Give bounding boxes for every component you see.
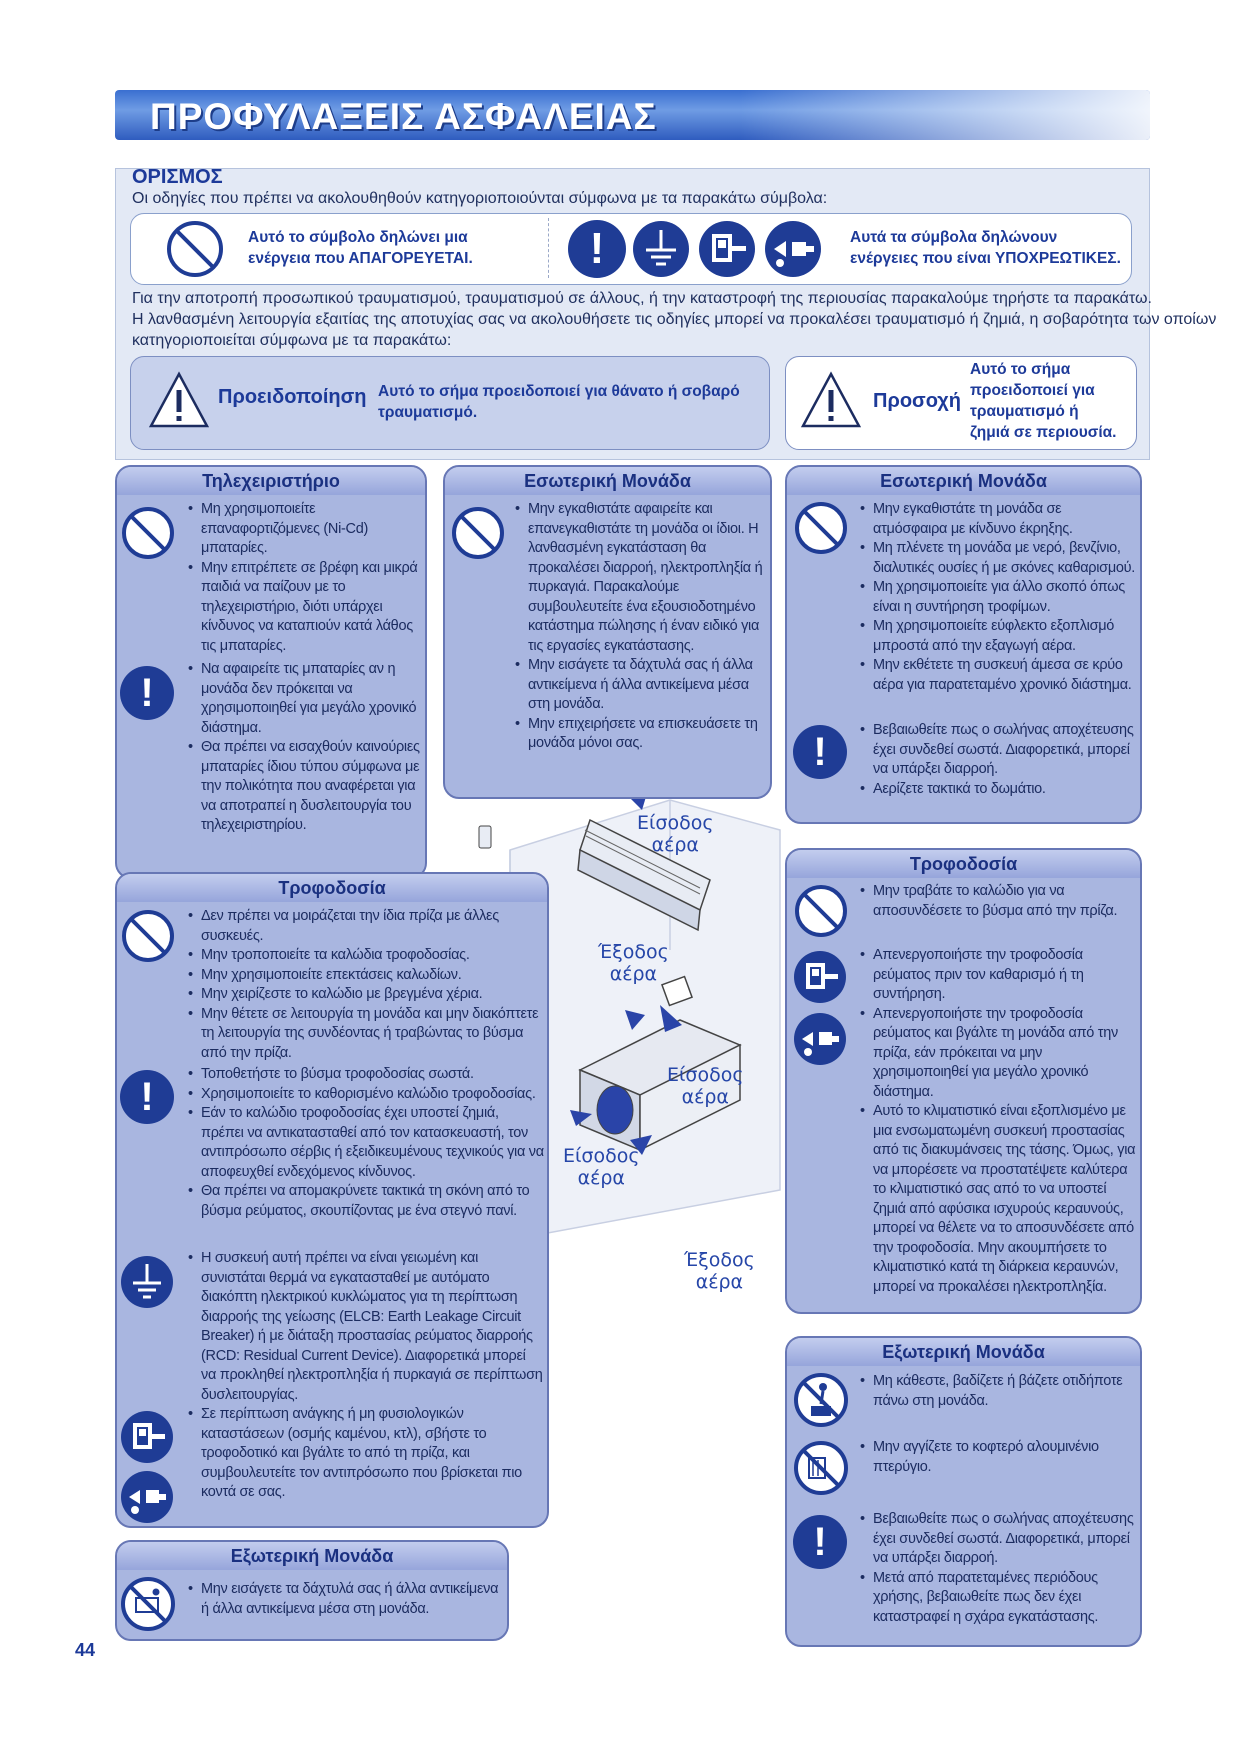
indoor-right-title: Εσωτερική Μονάδα bbox=[787, 467, 1140, 495]
mandatory-description bbox=[850, 227, 1121, 269]
list-item: • Θα πρέπει να εισαχθούν καινούριες μπαταρίες ίδιου τύπου σύμφωνα με την πολικότητα που αναφέρεται για να αποτραπεί η δυσλειτουργία του τηλεχειριστηρίου. bbox=[188, 738, 420, 836]
caution-triangle-icon bbox=[800, 370, 862, 430]
inlet1-line1: Είσοδος bbox=[637, 812, 714, 834]
power-left-unplug-list bbox=[188, 1405, 544, 1503]
prohibited-icon bbox=[120, 908, 176, 964]
list-item: • Μην εισάγετε τα δάχτυλά σας ή άλλα αντικείμενα ή άλλα αντικείμενα μέσα στη μονάδα. bbox=[515, 656, 765, 715]
air-outlet-label-2 bbox=[684, 1249, 755, 1293]
legend-divider bbox=[548, 218, 549, 278]
list-item: • Μην εγκαθιστάτε τη μονάδα σε ατμόσφαιρα με κίνδυνο έκρηξης. bbox=[860, 500, 1138, 539]
list-item: • Μην αγγίζετε το κοφτερό αλουμινένιο πτερύγιο. bbox=[860, 1438, 1138, 1477]
list-item: • Σε περίπτωση ανάγκης ή μη φυσιολογικών καταστάσεων (οσμής καμένου, κτλ), σβήστε το τροφοδοτικό και βγάλτε το από τη πρίζα, και συμβουλευτείτε τον αντιπρόσωπο που βρίσκεται πιο κοντά σε σας. bbox=[188, 1405, 544, 1503]
power-left-mandatory-list bbox=[188, 1065, 544, 1221]
list-item: • Μην επιχειρήσετε να επισκευάσετε τη μονάδα μόνοι σας. bbox=[515, 715, 765, 754]
list-item: • Να αφαιρείτε τις μπαταρίες αν η μονάδα δεν πρόκειται να χρησιμοποιηθεί για μεγάλο χρονικό διάστημα. bbox=[188, 660, 420, 738]
mandatory-line2: ενέργειες που είναι ΥΠΟΧΡΕΩΤΙΚΕΣ. bbox=[850, 250, 1121, 267]
switch-off-icon bbox=[120, 1410, 174, 1464]
inlet2-line2: αέρα bbox=[681, 1086, 729, 1108]
list-item: • Μην εγκαθιστάτε αφαιρείτε και επανεγκαθιστάτε τη μονάδα οι ίδιοι. Η λανθασμένη εγκατάσταση θα προκαλέσει διαρροή, ηλεκτροπληξία ή πυρκαγιά. Παρακαλούμε συμβουλευτείτε ένα εξουσιοδοτημένο κατάστημα πώλησης ή έναν ειδικό για τις εργασίες εγκατάστασης. bbox=[515, 500, 765, 656]
list-item: • Απενεργοποιήστε την τροφοδοσία ρεύματος πριν τον καθαρισμό ή τη συντήρηση. bbox=[860, 946, 1138, 1005]
mandatory-icon: ! bbox=[793, 725, 847, 779]
indoor-right-prohibited-list bbox=[860, 500, 1138, 695]
list-item: • Μην εισάγετε τα δάχτυλά σας ή άλλα αντικείμενα ή άλλα αντικείμενα μέσα στη μονάδα. bbox=[188, 1580, 504, 1619]
prohibited-icon bbox=[793, 883, 849, 939]
indoor-right-mandatory-list bbox=[860, 721, 1138, 799]
list-item: • Μην τροποποιείτε τα καλώδια τροφοδοσίας. bbox=[188, 946, 544, 966]
power-left-title: Τροφοδοσία bbox=[117, 874, 547, 902]
caution-title: Προσοχή bbox=[873, 390, 961, 412]
no-touch-fin-icon bbox=[793, 1440, 849, 1496]
caution-text-line4: ζημιά σε περιουσία. bbox=[970, 424, 1117, 441]
list-item: • Τοποθετήστε το βύσμα τροφοδοσίας σωστά. bbox=[188, 1065, 544, 1085]
definition-heading: ΟΡΙΣΜΟΣ bbox=[132, 166, 223, 188]
unplug-icon bbox=[793, 1012, 847, 1066]
inlet3-line1: Είσοδος bbox=[563, 1145, 640, 1167]
definition-para2: Η λανθασμένη λειτουργία εξαιτίας της αποτυχίας σας να ακολουθήσετε τις οδηγίες μπορεί να προκαλέσει τραυματισμό ή ζημιά, η σοβαρότητα των οποίων bbox=[132, 311, 1217, 328]
list-item: • Μην θέτετε σε λειτουργία τη μονάδα και μην διακόπτετε τη λειτουργία της συνδέοντας ή τραβώντας το βύσμα από την πρίζα. bbox=[188, 1005, 544, 1064]
mandatory-icon: ! bbox=[120, 1070, 174, 1124]
outlet2-line1: Έξοδος bbox=[684, 1249, 755, 1271]
list-item: • Μην επιτρέπετε σε βρέφη και μικρά παιδιά να παίζουν με το τηλεχειριστήριο, διότι υπάρχει κίνδυνος να καταπιούν κατά λάθος τις μπαταρίες. bbox=[188, 559, 420, 657]
prohibited-line2: ενέργεια που ΑΠΑΓΟΡΕΥΕΤΑΙ. bbox=[248, 250, 473, 267]
warning-triangle-icon bbox=[148, 370, 210, 430]
outdoor-right-mandatory-list bbox=[860, 1510, 1138, 1627]
mandatory-icon: ! bbox=[568, 220, 626, 278]
page-number: 44 bbox=[75, 1640, 96, 1660]
list-item: • Μη χρησιμοποιείτε για άλλο σκοπό όπως είναι η συντήρηση τροφίμων. bbox=[860, 578, 1138, 617]
list-item: • Μην χειρίζεστε το καλώδιο με βρεγμένα χέρια. bbox=[188, 985, 544, 1005]
outdoor-left-list bbox=[188, 1580, 504, 1619]
page-title: ΠΡΟΦΥΛΑΞΕΙΣ ΑΣΦΑΛΕΙΑΣ bbox=[150, 96, 657, 137]
caution-text-line1: Αυτό το σήμα bbox=[970, 361, 1071, 378]
prohibited-line1: Αυτό το σύμβολο δηλώνει μια bbox=[248, 229, 468, 246]
definition-intro: Οι οδηγίες που πρέπει να ακολουθηθούν κατηγοριοποιούνται σύμφωνα με τα παρακάτω σύμβολα: bbox=[132, 190, 828, 207]
list-item: • Μην χρησιμοποιείτε επεκτάσεις καλωδίων. bbox=[188, 966, 544, 986]
outdoor-right-item2 bbox=[860, 1438, 1138, 1477]
air-inlet-label-1 bbox=[637, 812, 714, 856]
prohibited-icon bbox=[793, 500, 849, 556]
indoor-mid-list bbox=[515, 500, 765, 754]
list-item: • Μη χρησιμοποιείτε εύφλεκτο εξοπλισμό μπροστά από την εξαγωγή αέρα. bbox=[860, 617, 1138, 656]
unplug-icon bbox=[764, 220, 822, 278]
power-left-prohibited-list bbox=[188, 907, 544, 1063]
list-item: • Μη κάθεστε, βαδίζετε ή βάζετε οτιδήποτε πάνω στη μονάδα. bbox=[860, 1372, 1138, 1411]
list-item: • Αυτό το κλιματιστικό είναι εξοπλισμένο με μια ενσωματωμένη συσκευή προστασίας από τις διακυμάνσεις της τάσης. Όμως, για να μπορέσετε να προστατέψετε καλύτερα το κλιματιστικό σας από το να υποστεί ζημιά από αφύσικα ισχυρούς κεραυνούς, μπορεί να θέλετε να το αποσυνδέσετε από την τροφοδοσία. Μην ακουμπήσετε το κλιματιστικό κατά τη διάρκεια κεραυνών, μπορεί να προκαλέσει ηλεκτροπληξία. bbox=[860, 1102, 1138, 1297]
list-item: • Βεβαιωθείτε πως ο σωλήνας αποχέτευσης έχει συνδεθεί σωστά. Διαφορετικά, μπορεί να υπάρξει διαρροή. bbox=[860, 721, 1138, 780]
list-item: • Απενεργοποιήστε την τροφοδοσία ρεύματος και βγάλτε τη μονάδα από την πρίζα, εάν πρόκειται να μην χρησιμοποιηθεί για μεγάλο χρονικό διάστημα. bbox=[860, 1005, 1138, 1103]
prohibited-icon bbox=[450, 505, 506, 561]
list-item: • Θα πρέπει να απομακρύνετε τακτικά τη σκόνη από το βύσμα ρεύματος, σκουπίζοντας με ένα στεγνό πανί. bbox=[188, 1182, 544, 1221]
power-left-earth-list bbox=[188, 1249, 544, 1405]
list-item: • Χρησιμοποιείτε το καθορισμένο καλώδιο τροφοδοσίας. bbox=[188, 1085, 544, 1105]
power-right-mandatory-list bbox=[860, 946, 1138, 1297]
list-item: • Αερίζετε τακτικά το δωμάτιο. bbox=[860, 780, 1138, 800]
list-item: • Μην τραβάτε το καλώδιο για να αποσυνδέσετε το βύσμα από την πρίζα. bbox=[860, 882, 1138, 921]
earth-icon bbox=[120, 1255, 174, 1309]
prohibited-icon bbox=[120, 505, 176, 561]
list-item: • Η συσκευή αυτή πρέπει να είναι γειωμένη και συνιστάται θερμά να εγκατασταθεί με αυτόματο διακόπτη ηλεκτρικού κυκλώματος για τη περίπτωση διαρροής της γείωσης (ELCB: Earth Leakage Circuit Breaker) ή με διάταξη προστασίας ρεύματος διαρροής (RCD: Residual Current Device). Διαφορετικά μπορεί να προκληθεί ηλεκτροπληξία ή πυρκαγιά σε περίπτωση δυσλειτουργίας. bbox=[188, 1249, 544, 1405]
air-inlet-label-3 bbox=[563, 1145, 640, 1189]
remote-control-illustration bbox=[478, 825, 492, 849]
air-outlet-label-1 bbox=[598, 941, 669, 985]
list-item: • Δεν πρέπει να μοιράζεται την ίδια πρίζα με άλλες συσκευές. bbox=[188, 907, 544, 946]
power-right-prohibited-list bbox=[860, 882, 1138, 921]
switch-off-icon bbox=[698, 220, 756, 278]
definition-para3: κατηγοριοποιείται σύμφωνα με τα παρακάτω: bbox=[132, 332, 452, 349]
list-item: • Μετά από παρατεταμένες περιόδους χρήσης, βεβαιωθείτε πως δεν έχει καταστραφεί η σχάρα εγκατάστασης. bbox=[860, 1569, 1138, 1628]
outlet1-line1: Έξοδος bbox=[598, 941, 669, 963]
no-sitting-icon bbox=[793, 1372, 849, 1428]
outlet1-line2: αέρα bbox=[609, 963, 658, 985]
outdoor-right-title: Εξωτερική Μονάδα bbox=[787, 1338, 1140, 1366]
mandatory-icon: ! bbox=[793, 1515, 847, 1569]
earth-icon bbox=[632, 220, 690, 278]
caution-text bbox=[970, 359, 1116, 443]
power-right-title: Τροφοδοσία bbox=[787, 850, 1140, 878]
mandatory-icon: ! bbox=[120, 666, 174, 720]
list-item: • Μη πλένετε τη μονάδα με νερό, βενζίνιο, διαλυτικές ουσίες ή με σκόνες καθαρισμού. bbox=[860, 539, 1138, 578]
switch-off-icon bbox=[793, 950, 847, 1004]
list-item: • Μην εκθέτετε τη συσκευή άμεσα σε κρύο αέρα για παρατεταμένο χρονικό διάστημα. bbox=[860, 656, 1138, 695]
list-item: • Εάν το καλώδιο τροφοδοσίας έχει υποστεί ζημιά, πρέπει να αντικατασταθεί από τον κατασκευαστή, τον αντιπρόσωπο σέρβις ή εξειδικευμένους τεχνικούς για να αποφευχθεί ενδεχόμενος κίνδυνος. bbox=[188, 1104, 544, 1182]
inlet3-line2: αέρα bbox=[577, 1167, 625, 1189]
outdoor-left-title: Εξωτερική Μονάδα bbox=[117, 1542, 507, 1570]
air-inlet-label-2 bbox=[667, 1064, 744, 1108]
title-banner-fade bbox=[740, 90, 1150, 140]
remote-mandatory-list bbox=[188, 660, 420, 836]
warning-text-line1: Αυτό το σήμα προειδοποιεί για θάνατο ή σοβαρό bbox=[378, 383, 740, 400]
outdoor-right-item1 bbox=[860, 1372, 1138, 1411]
remote-panel-title: Τηλεχειριστήριο bbox=[117, 467, 425, 495]
caution-text-line3: τραυματισμό ή bbox=[970, 403, 1079, 420]
caution-text-line2: προειδοποιεί για bbox=[970, 382, 1095, 399]
list-item: • Μη χρησιμοποιείτε επαναφορτιζόμενες (Ni-Cd) μπαταρίες. bbox=[188, 500, 420, 559]
inlet2-line1: Είσοδος bbox=[667, 1064, 744, 1086]
warning-text bbox=[378, 381, 740, 423]
no-fingers-icon bbox=[120, 1576, 176, 1632]
definition-para1: Για την αποτροπή προσωπικού τραυματισμού, τραυματισμού σε άλλους, ή την καταστροφή της περιουσίας παρακαλούμε τηρήστε τα παρακάτω. bbox=[132, 290, 1152, 307]
warning-text-line2: τραυματισμό. bbox=[378, 404, 478, 421]
remote-prohibited-list bbox=[188, 500, 420, 656]
list-item: • Βεβαιωθείτε πως ο σωλήνας αποχέτευσης έχει συνδεθεί σωστά. Διαφορετικά, μπορεί να υπάρξει διαρροή. bbox=[860, 1510, 1138, 1569]
mandatory-line1: Αυτά τα σύμβολα δηλώνουν bbox=[850, 229, 1058, 246]
prohibited-icon bbox=[165, 219, 225, 279]
inlet1-line2: αέρα bbox=[651, 834, 699, 856]
warning-title: Προειδοποίηση bbox=[218, 386, 367, 408]
unplug-icon bbox=[120, 1470, 174, 1524]
prohibited-description bbox=[248, 227, 473, 269]
outlet2-line2: αέρα bbox=[695, 1271, 744, 1293]
indoor-mid-title: Εσωτερική Μονάδα bbox=[445, 467, 770, 495]
